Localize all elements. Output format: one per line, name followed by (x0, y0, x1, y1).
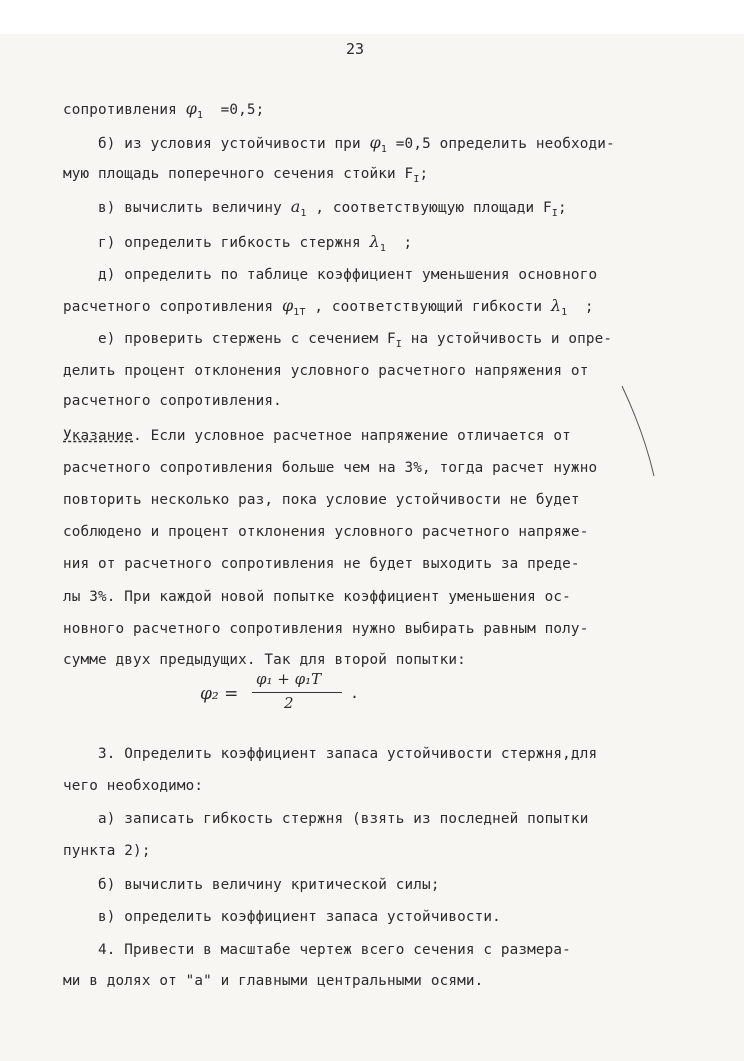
line-text: б) вычислить величину критической силы; (63, 877, 440, 893)
line-text: ; (567, 299, 594, 315)
formula-lhs: φ₂ = (200, 684, 239, 704)
text-line (63, 745, 597, 763)
text-line (63, 459, 597, 477)
line-text: делить процент отклонения условного расчетного напряжения от (63, 363, 589, 379)
text-line (63, 427, 571, 445)
subscript: 1T (293, 306, 306, 318)
line-text: расчетного сопротивления. (63, 393, 282, 409)
math-symbol: a (290, 197, 301, 216)
text-line (63, 330, 612, 354)
line-text: новного расчетного сопротивления нужно выбирать равным полу- (63, 621, 589, 637)
math-symbol: λ (369, 232, 380, 251)
math-symbol: φ (185, 99, 197, 118)
line-text: на устойчивость и опре- (401, 331, 613, 347)
text-line (63, 842, 151, 860)
text-line (63, 165, 428, 189)
line-text: ния от расчетного сопротивления не будет выходить за преде- (63, 556, 580, 572)
line-text: , соответствующую площади F (306, 200, 552, 216)
line-text: ; (385, 235, 413, 251)
page-number: 23 (345, 40, 365, 58)
text-line (63, 100, 264, 125)
formula-end: . (350, 684, 360, 702)
text-line (63, 233, 412, 258)
formula (200, 668, 380, 716)
text-line (63, 523, 588, 541)
text-line (63, 876, 440, 894)
text-line (63, 555, 580, 573)
line-text: расчетного сопротивления больше чем на 3%, тогда расчет нужно (63, 460, 598, 476)
line-text: д) определить по таблице коэффициент уменьшения основного (63, 267, 598, 283)
line-text: а) записать гибкость стержня (взять из последней попытки (63, 811, 589, 827)
line-text: мую площадь поперечного сечения стойки F (63, 166, 414, 182)
formula-denominator: 2 (284, 694, 294, 712)
line-text: сумме двух предыдущих. Так для второй попытки: (63, 652, 466, 668)
line-text: повторить несколько раз, пока условие устойчивости не будет (63, 492, 580, 508)
math-symbol: φ (281, 296, 294, 315)
line-text: ; (419, 166, 429, 182)
text-line (63, 297, 594, 322)
text-line (63, 266, 597, 284)
line-text: 4. Привести в масштабе чертеж всего сечения с размера- (63, 942, 571, 958)
math-symbol: φ (369, 133, 381, 152)
text-line (63, 588, 571, 606)
formula-numerator: φ₁ + φ₁T (256, 670, 322, 688)
text-line (63, 362, 588, 380)
math-symbol: λ (550, 296, 562, 315)
text-line (63, 908, 501, 926)
text-line (63, 198, 567, 223)
line-text: чего необходимо: (63, 778, 204, 794)
subscript: 1 (300, 207, 307, 219)
scan-top-margin (0, 0, 744, 34)
subscript: I (551, 207, 558, 219)
line-text: =0,5; (203, 102, 265, 118)
text-line (63, 777, 203, 795)
line-text: г) определить гибкость стержня (63, 235, 370, 251)
line-text: 3. Определить коэффициент запаса устойчивости стержня,для (63, 746, 598, 762)
line-text: расчетного сопротивления (63, 299, 282, 315)
underlined-heading: Указание (63, 428, 134, 444)
subscript: 1 (380, 143, 388, 155)
line-text: б) из условия устойчивости при (63, 136, 370, 152)
text-line (63, 972, 483, 990)
subscript: 1 (379, 242, 386, 254)
line-text: соблюдено и процент отклонения условного расчетного напряже- (63, 524, 589, 540)
text-line (63, 392, 282, 410)
subscript: 1 (561, 306, 568, 318)
text-line (63, 620, 588, 638)
subscript: 1 (196, 109, 204, 121)
line-text: в) вычислить величину (63, 200, 291, 216)
line-text: в) определить коэффициент запаса устойчивости. (63, 909, 501, 925)
line-text: , соответствующий гибкости (305, 299, 551, 315)
pencil-margin-mark (618, 380, 658, 480)
subscript: I (413, 173, 420, 185)
line-text: ми в долях от "а" и главными центральными осями. (63, 973, 484, 989)
line-text: е) проверить стержень с сечением F (63, 331, 396, 347)
text-line (63, 941, 571, 959)
text-line (63, 491, 580, 509)
text-line (63, 134, 615, 159)
line-text: . Если условное расчетное напряжение отличается от (133, 428, 571, 444)
text-line (63, 651, 466, 669)
text-line (63, 810, 588, 828)
line-text: сопротивления (63, 102, 186, 118)
line-text: ; (557, 200, 567, 216)
fraction-bar (252, 692, 342, 693)
subscript: I (395, 338, 402, 350)
line-text: =0,5 определить необходи- (387, 136, 615, 152)
line-text: лы 3%. При каждой новой попытке коэффициент уменьшения ос- (63, 589, 571, 605)
line-text: пункта 2); (63, 843, 151, 859)
